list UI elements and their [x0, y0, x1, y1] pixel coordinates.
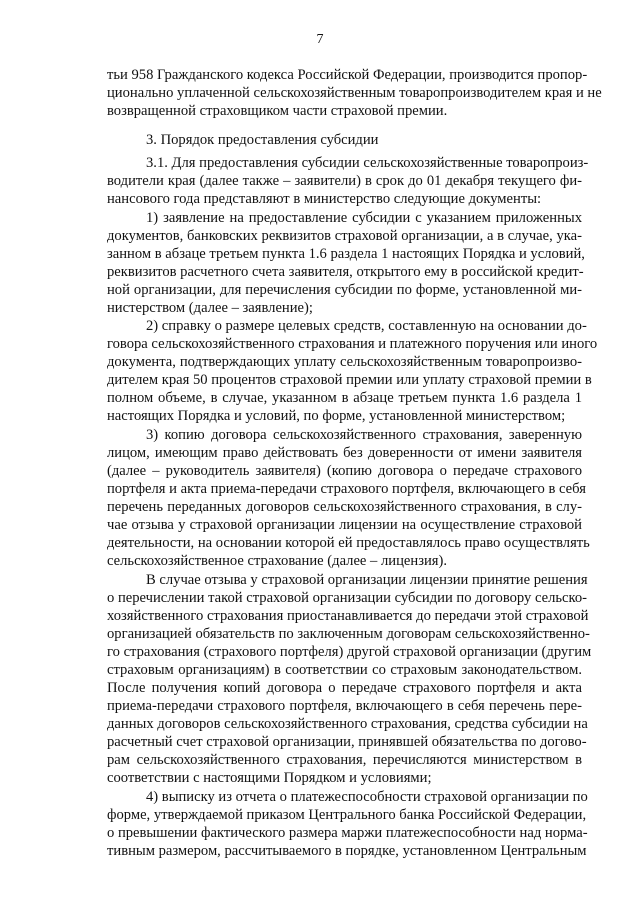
text-line: чае отзыва у страховой организации лицензии на осуществление страховой	[107, 517, 582, 533]
text-line: 3.1. Для предоставления субсидии сельскохозяйственные товаропроиз-	[146, 155, 589, 171]
text-line: нистерством (далее – заявление);	[107, 300, 313, 316]
text-line: соответствии с настоящими Порядком и условиями;	[107, 770, 432, 786]
text-line: После получения копий договора о передаче страхового портфеля и акта	[107, 680, 582, 696]
text-line: говора сельскохозяйственного страхования и платежного поручения или иного	[107, 336, 598, 352]
text-line: возвращенной страховщиком части страховой премии.	[107, 103, 448, 119]
text-line: занном в абзаце третьем пункта 1.6 раздела 1 настоящих Порядка и условий,	[107, 246, 585, 262]
text-line: 4) выписку из отчета о платежеспособности страховой организации по	[146, 789, 588, 805]
text-line: хозяйственного страхования приостанавливается до передачи этой страховой	[107, 608, 589, 624]
text-line: о перечислении такой страховой организации субсидии по договору сельско-	[107, 590, 588, 606]
text-line: организацией обязательств по заключенным договорам сельскохозяйственно-	[107, 626, 590, 642]
text-line: го страхования (страхового портфеля) другой страховой организации (другим	[107, 644, 592, 660]
text-line: деятельности, на основании которой ей предоставлялось право осуществлять	[107, 535, 590, 551]
text-line: нансового года представляют в министерство следующие документы:	[107, 191, 542, 207]
text-line: портфеля и акта приема-передачи страхового портфеля, включающего в себя	[107, 481, 586, 497]
text-line: (далее – руководитель заявителя) (копию договора о передаче страхового	[107, 463, 582, 479]
text-line: тьи 958 Гражданского кодекса Российской Федерации, производится пропор-	[107, 67, 588, 83]
text-line: лицом, имеющим право действовать без доверенности от имени заявителя	[107, 445, 582, 461]
text-line: документов, банковских реквизитов страховой организации, а в случае, ука-	[107, 228, 582, 244]
text-line: перечень переданных договоров сельскохозяйственного страхования, в слу-	[107, 499, 582, 515]
text-line: документа, подтверждающих уплату сельскохозяйственным товаропроизво-	[107, 354, 582, 370]
text-line: форме, утверждаемой приказом Центрального банка Российской Федерации,	[107, 807, 587, 823]
text-line: В случае отзыва у страховой организации лицензии принятие решения	[146, 572, 588, 588]
text-line: полном объеме, в случае, указанном в абзаце третьем пункта 1.6 раздела 1	[107, 390, 582, 406]
text-line: данных договоров сельскохозяйственного страхования, средства субсидии на	[107, 716, 588, 732]
page-number: 7	[316, 32, 324, 47]
section-heading: 3. Порядок предоставления субсидии	[146, 132, 379, 148]
text-line: настоящих Порядка и условий, по форме, установленной министерством;	[107, 408, 566, 424]
text-line: 2) справку о размере целевых средств, составленную на основании до-	[146, 318, 587, 334]
text-line: о превышении фактического размера маржи платежеспособности над норма-	[107, 825, 588, 841]
text-line: сельскохозяйственное страхование (далее – лицензия).	[107, 553, 447, 569]
text-line: приема-передачи страхового портфеля, включающего в себя перечень пере-	[107, 698, 582, 714]
text-line: рам сельскохозяйственного страхования, перечисляются министерством в	[107, 752, 582, 768]
text-line: реквизитов расчетного счета заявителя, открытого ему в российской кредит-	[107, 264, 584, 280]
text-line: тивным размером, рассчитываемого в порядке, установленном Центральным	[107, 843, 587, 859]
text-line: дителем края 50 процентов страховой премии или уплату страховой премии в	[107, 372, 592, 388]
text-line: водители края (далее также – заявители) в срок до 01 декабря текущего фи-	[107, 173, 582, 189]
text-line: расчетный счет страховой организации, принявшей обязательства по догово-	[107, 734, 587, 750]
text-line: страховым организациям) в соответствии со страховым законодательством.	[107, 662, 582, 678]
text-line: 3) копию договора сельскохозяйственного страхования, заверенную	[146, 427, 582, 443]
text-line: 1) заявление на предоставление субсидии с указанием приложенных	[146, 210, 582, 226]
text-line: ной организации, для перечисления субсидии по форме, установленной ми-	[107, 282, 582, 298]
text-line: ционально уплаченной сельскохозяйственным товаропроизводителем края и не	[107, 85, 602, 101]
